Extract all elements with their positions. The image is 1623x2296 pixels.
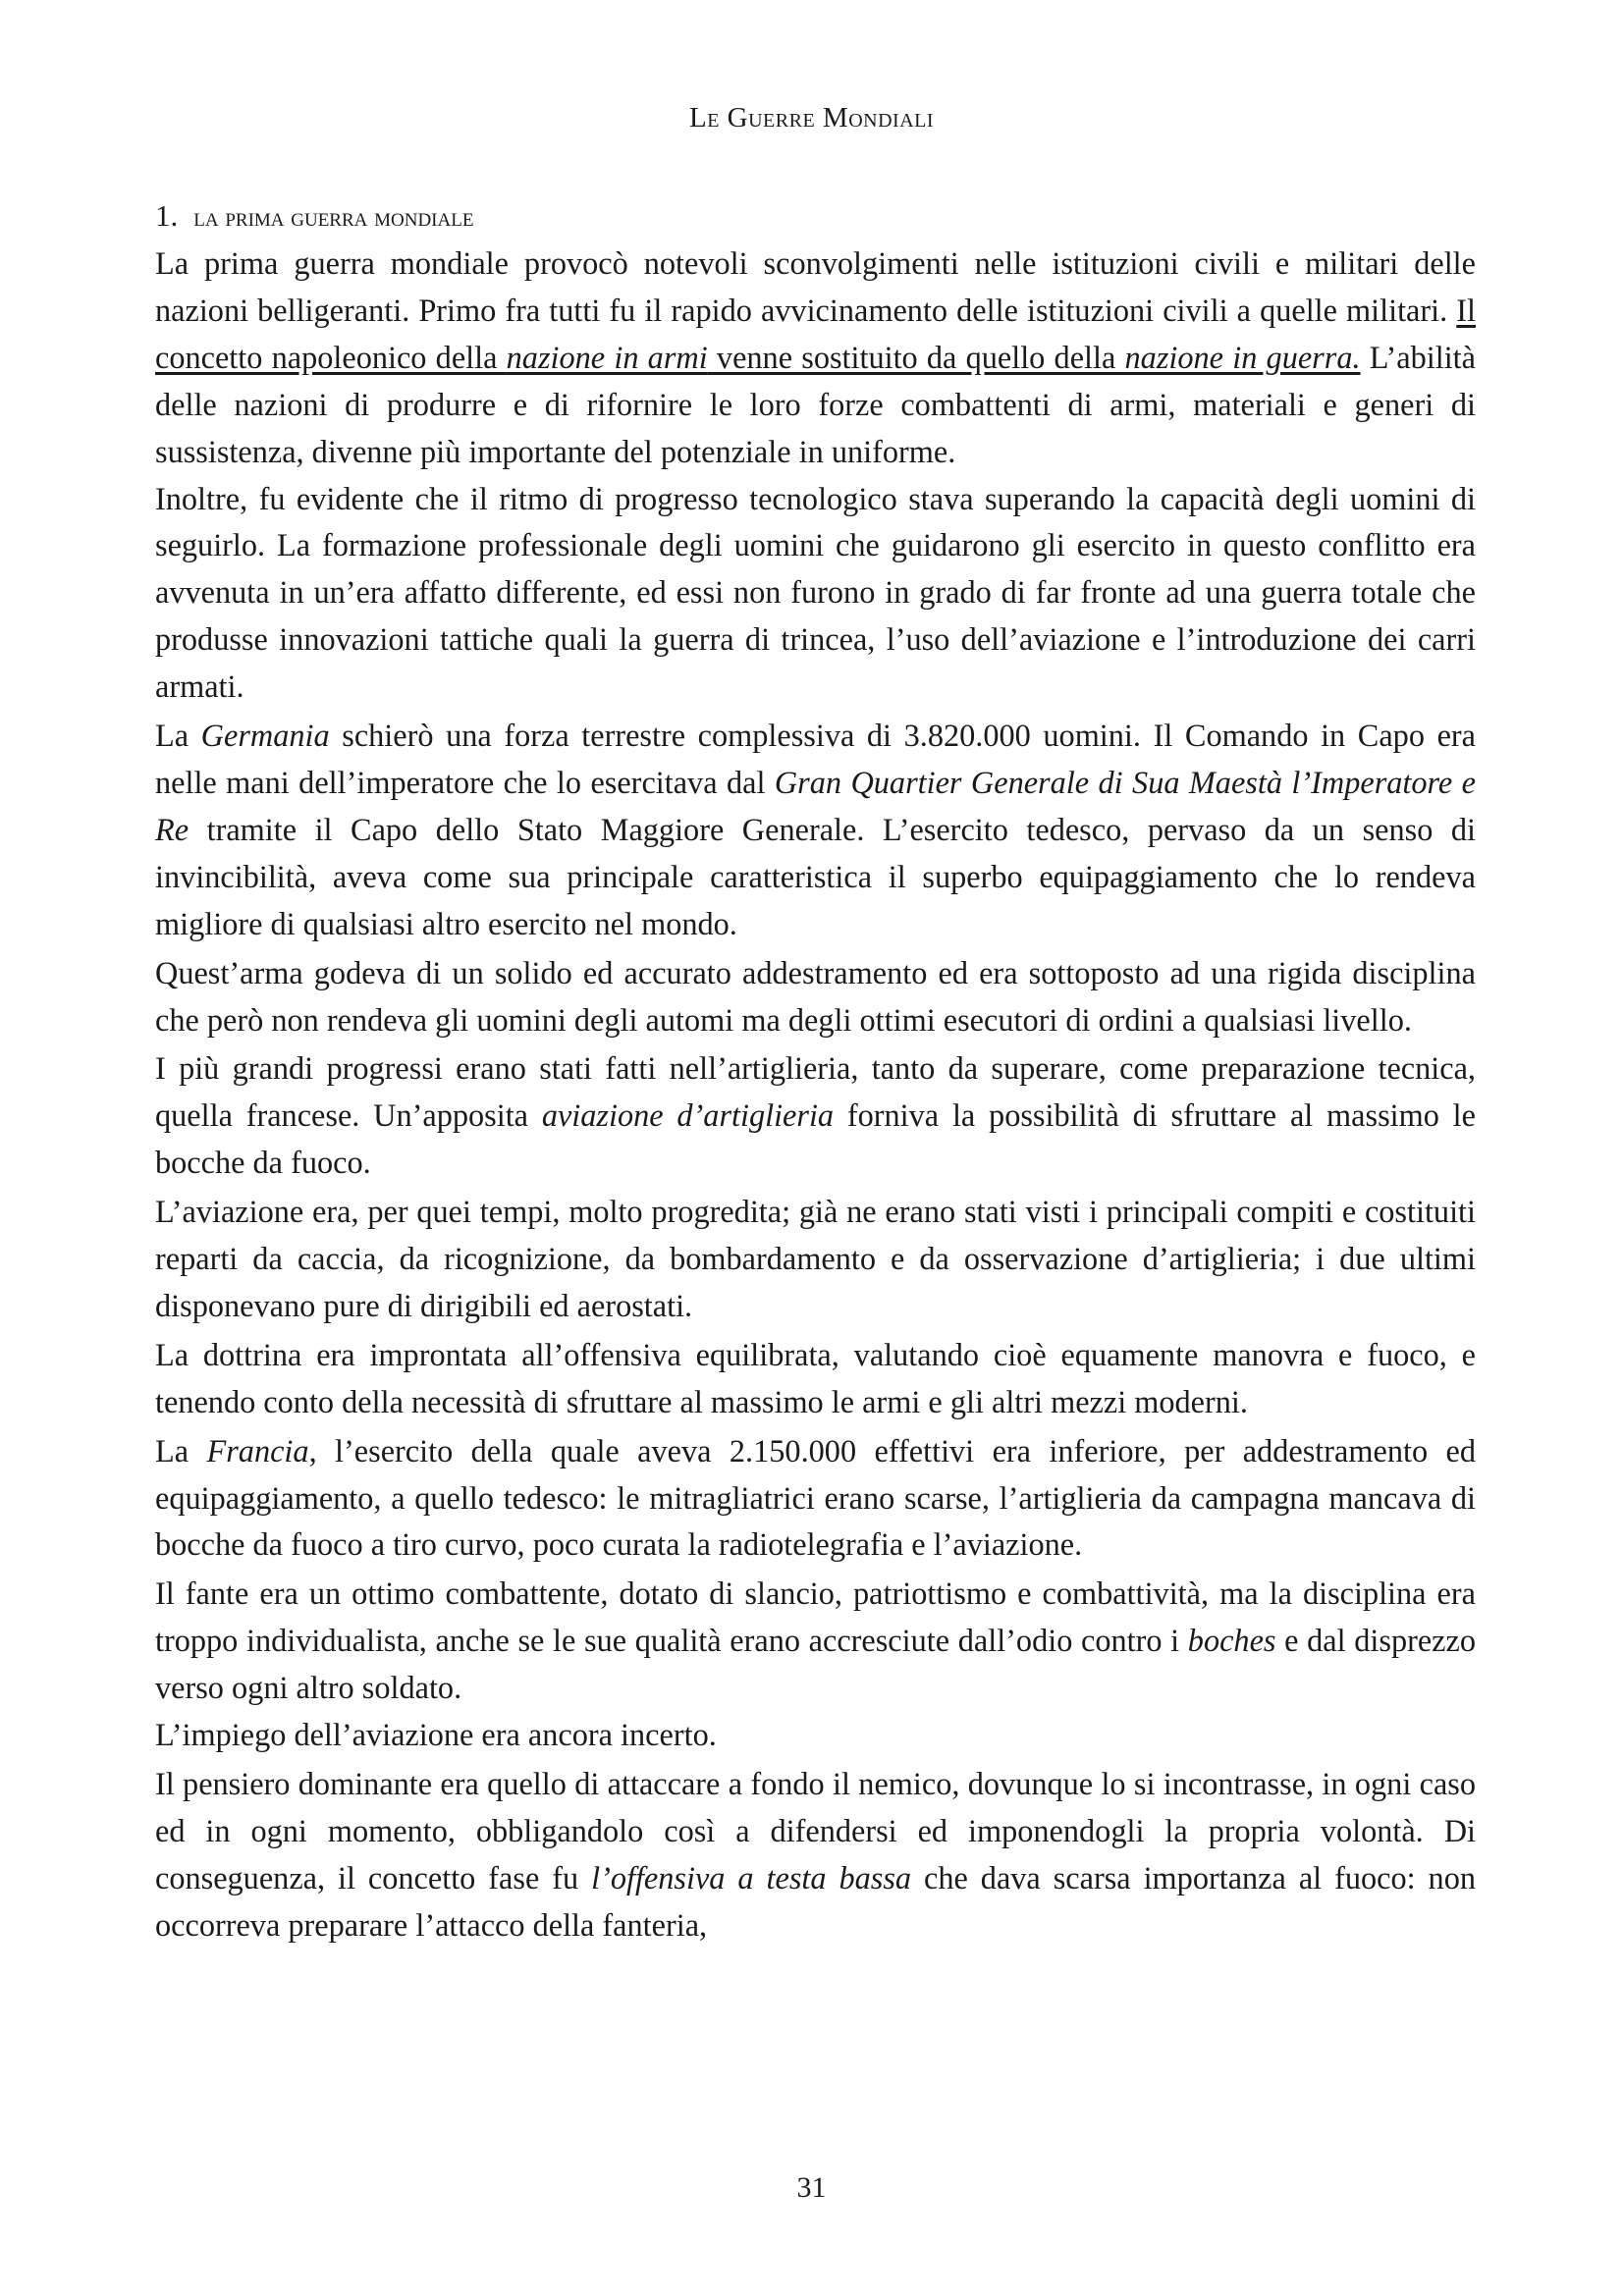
paragraph-6: L’aviazione era, per quei tempi, molto progredita; già ne erano stati visti i principali compiti e costituiti reparti da caccia, da ricognizione, da bombardamento e da osservazione d’artiglieria; i due ultimi disponevano pure di dirigibili ed aerostati. — [155, 1194, 1476, 1323]
paragraph-text: schierò una forza terrestre complessiva di 3.820.000 uomini. Il Comando in Capo era nelle mani dell’imperatore che lo esercitava dal — [155, 718, 1476, 800]
italic-term: boches — [1187, 1623, 1276, 1659]
underlined-text: Il concetto napoleonico della — [155, 292, 1476, 375]
paragraph-text: La — [155, 718, 201, 754]
body-text — [155, 240, 1476, 1949]
paragraph-text: I più grandi progressi erano stati fatti nell’artiglieria, tanto da superare, come preparazione tecnica, quella francese. Un’apposita — [155, 1050, 1476, 1134]
italic-term: aviazione d’artiglieria — [541, 1097, 835, 1134]
italic-term: Gran Quartier Generale di Sua Maestà l’Imperatore e Re — [155, 764, 1476, 847]
paragraph-text: tramite il Capo dello Stato Maggiore Generale. L’esercito tedesco, pervaso da un senso di invincibilità, aveva come sua principale caratteristica il superbo equipaggiamento che lo rendeva migliore di qualsiasi altro esercito nel mondo. — [155, 811, 1476, 941]
paragraph-text: L’abilità delle nazioni di produrre e di rifornire le loro forze combattenti di armi, materiali e generi di sussistenza, divenne più importante del potenziale in uniforme. — [155, 339, 1476, 469]
paragraph-text: La prima guerra mondiale provocò notevoli sconvolgimenti nelle istituzioni civili e militari delle nazioni belligeranti. Primo fra tutti fu il rapido avvicinamento delle istituzioni civili a quelle militari. — [155, 245, 1476, 328]
italic-term: l’offensiva a testa bassa — [591, 1859, 912, 1896]
underlined-text: venne sostituito da quello della — [707, 339, 1125, 375]
page-number: 31 — [796, 2171, 827, 2204]
paragraph-text: che dava scarsa importanza al fuoco: non occorreva preparare l’attacco della fanteria, — [155, 1859, 1476, 1943]
paragraph-5 — [155, 1045, 1476, 1187]
paragraph-7: La dottrina era improntata all’offensiva equilibrata, valutando cioè equamente manovra e fuoco, e tenendo conto della necessità di sfruttare al massimo le armi e gli altri mezzi moderni. — [155, 1336, 1476, 1419]
paragraph-8 — [155, 1428, 1476, 1570]
paragraph-text: La — [155, 1432, 207, 1468]
section-title: la prima guerra mondiale — [193, 202, 474, 232]
paragraph-text: , l’esercito della quale aveva 2.150.000 effettivi era inferiore, per addestramento ed equipaggiamento, a quello tedesco: le mitragliatrici erano scarse, l’artiglieria da campagna mancava di bocche da fuoco a tiro curvo, poco curata la radiotelegrafia e l’aviazione. — [155, 1432, 1476, 1563]
paragraph-text: forniva la possibilità di sfruttare al massimo le bocche da fuoco. — [155, 1097, 1476, 1181]
italic-term: Francia — [206, 1432, 309, 1468]
paragraph-11 — [155, 1761, 1476, 1949]
running-header: Le Guerre Mondiali — [688, 102, 935, 133]
italic-term: nazione in armi — [506, 339, 708, 375]
section-number: 1. — [155, 198, 179, 233]
italic-term: nazione in guerra. — [1124, 339, 1361, 375]
paragraph-1 — [155, 240, 1476, 476]
paragraph-3 — [155, 713, 1476, 948]
section-heading — [155, 198, 473, 234]
paragraph-text: e dal disprezzo verso ogni altro soldato. — [155, 1623, 1476, 1706]
paragraph-10: L’impiego dell’aviazione era ancora incerto. — [155, 1717, 717, 1753]
italic-term: Germania — [200, 718, 330, 754]
paragraph-4: Quest’arma godeva di un solido ed accurato addestramento ed era sottoposto ad una rigida disciplina che però non rendeva gli uomini degli automi ma degli ottimi esecutori di ordini a qualsiasi livello. — [155, 954, 1476, 1038]
paragraph-9 — [155, 1571, 1476, 1712]
paragraph-text: Il pensiero dominante era quello di attaccare a fondo il nemico, dovunque lo si incontrasse, in ogni caso ed in ogni momento, obbligandolo così a difendersi ed imponendogli la propria volontà. Di conseguenza, il concetto fase fu — [155, 1766, 1476, 1896]
paragraph-2: Inoltre, fu evidente che il ritmo di progresso tecnologico stava superando la capacità degli uomini di seguirlo. La formazione professionale degli uomini che guidarono gli esercito in questo conflitto era avvenuta in un’era affatto differente, ed essi non furono in grado di far fronte ad una guerra totale che produsse innovazioni tattiche quali la guerra di trincea, l’uso dell’aviazione e l’introduzione dei carri armati. — [155, 480, 1476, 705]
paragraph-text: Il fante era un ottimo combattente, dotato di slancio, patriottismo e combattività, ma la disciplina era troppo individualista, anche se le sue qualità erano accresciute dall’odio contro i — [155, 1575, 1476, 1659]
